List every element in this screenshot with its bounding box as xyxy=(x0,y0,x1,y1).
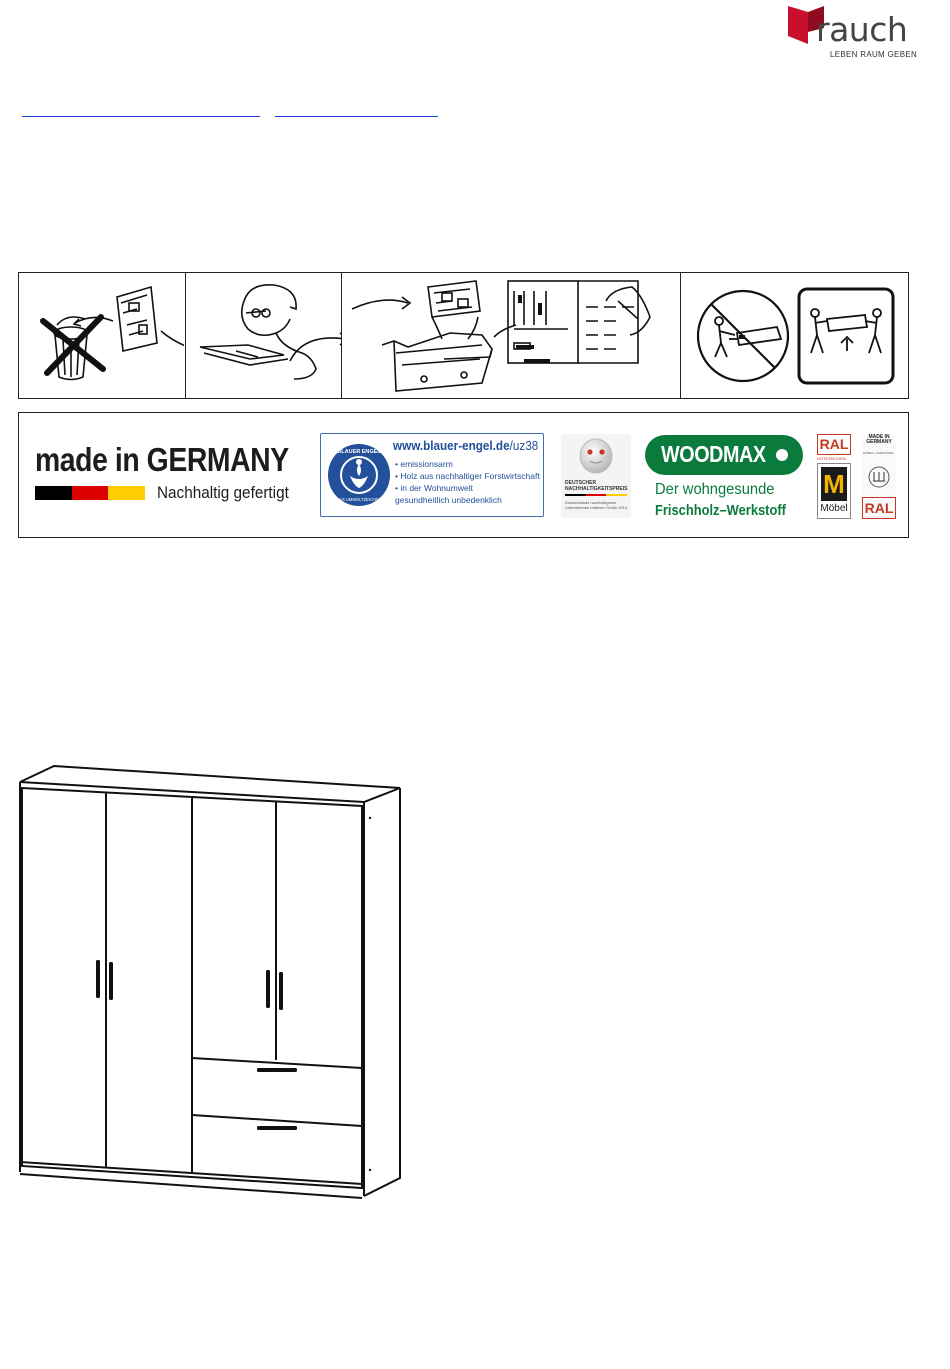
woodmax-line-1: Der wohngesunde xyxy=(655,481,775,498)
moebel-label: Möbel xyxy=(820,503,848,514)
list-item: • emissionsarm xyxy=(395,458,540,470)
flag-gold xyxy=(108,486,145,500)
mig-furniture-title: MADE IN GERMANY xyxy=(866,434,892,445)
german-flag-stripe xyxy=(35,486,145,500)
ral-guetezeichen: GÜTEZEICHEN xyxy=(817,456,846,461)
ral-label-top: RAL xyxy=(817,434,851,455)
seal-bottom-text: DAS UMWELTZEICHEN xyxy=(336,497,382,502)
wardrobe-illustration xyxy=(14,760,414,1200)
instruction-panel xyxy=(18,272,909,399)
award-caption: Deutschlands nachhaltigstes Unternehmen mittlerer Größe 2014 xyxy=(565,500,628,510)
no-trash-icon xyxy=(19,273,184,398)
woodmax-label: WOODMAX xyxy=(661,441,766,467)
read-manual-icon xyxy=(186,273,341,398)
woodmax-dot-icon xyxy=(776,449,788,461)
nachhaltigkeitspreis-badge xyxy=(561,434,631,518)
hyperlink-underline-1[interactable] xyxy=(22,116,260,117)
blauer-engel-badge xyxy=(320,433,544,517)
made-in-germany-subtitle: Nachhaltig gefertigt xyxy=(157,483,289,502)
brand-name: rauch xyxy=(816,10,908,49)
flag-red xyxy=(72,486,109,500)
brand-logo xyxy=(786,2,918,62)
lift-not-drag-icon xyxy=(681,273,909,398)
keep-documents-icon xyxy=(342,273,680,398)
mig-furniture-sub: MÖBEL • FURNITURE xyxy=(863,451,894,455)
mig-seal-icon xyxy=(867,465,891,489)
hyperlink-underline-2[interactable] xyxy=(275,116,438,117)
list-item: • Holz aus nachhaltiger Forstwirtschaft xyxy=(395,470,540,482)
award-title: DEUTSCHER NACHHALTIGKEITSPREIS xyxy=(565,480,628,492)
made-in-germany-title: made in GERMANY xyxy=(35,441,289,478)
award-face-icon xyxy=(578,438,614,476)
blauer-engel-list xyxy=(395,458,540,506)
woodmax-line-2: Frischholz–Werkstoff xyxy=(655,502,786,519)
list-item: • in der Wohnumwelt gesundheitlich unbedenklich xyxy=(395,482,527,506)
award-flag-stripe xyxy=(565,494,627,496)
ral-moebel-badge xyxy=(817,463,851,519)
flag-black xyxy=(35,486,72,500)
blauer-engel-url: www.blauer-engel.de/uz38 xyxy=(393,438,539,453)
brand-tagline: LEBEN RAUM GEBEN xyxy=(830,50,918,59)
seal-top-text: BLAUER ENGEL xyxy=(337,449,381,455)
mig-furniture-badge xyxy=(862,435,896,519)
ral-label-bottom: RAL xyxy=(862,497,896,519)
blauer-engel-seal-icon xyxy=(326,442,392,508)
certification-panel xyxy=(18,412,909,538)
moebel-letter: M xyxy=(821,467,847,501)
woodmax-badge xyxy=(645,435,803,475)
